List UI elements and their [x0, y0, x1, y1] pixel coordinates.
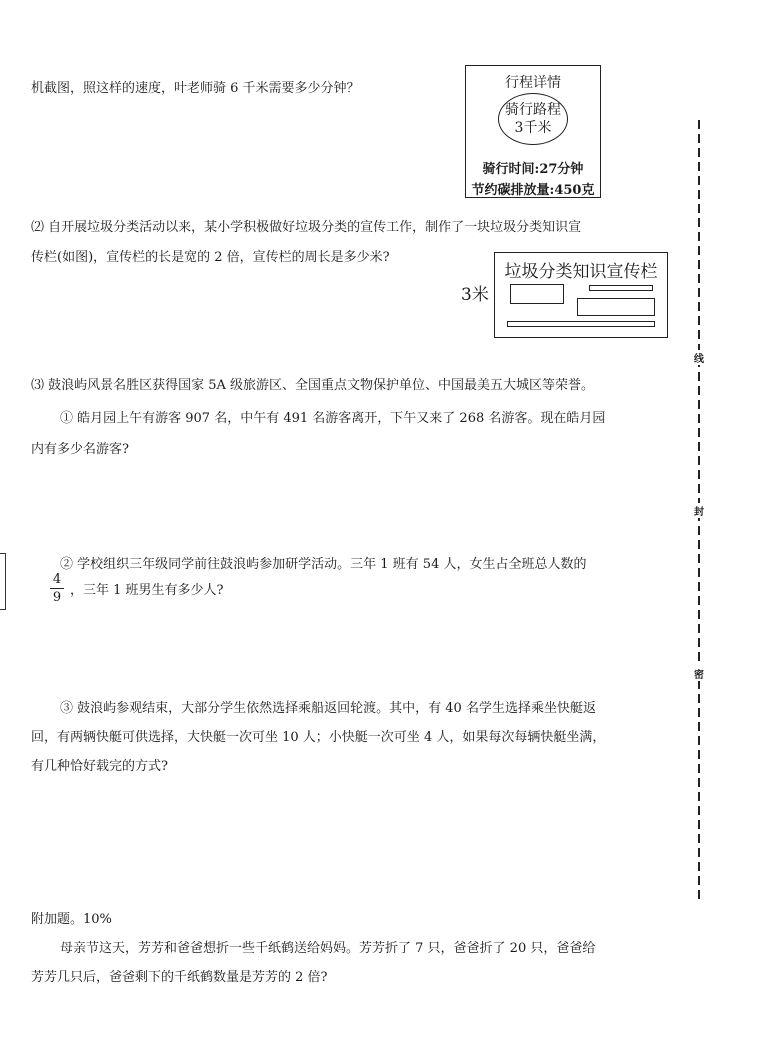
fraction-four-ninths [50, 572, 64, 605]
board-strip-bottom [507, 321, 655, 327]
q3c-text-line2: 回，有两辆快艇可供选择，大快艇一次可坐 10 人；小快艇一次可坐 4 人，如果每次每辆快艇坐满， [31, 730, 606, 745]
board-width-label: 3米 [461, 285, 489, 305]
distance-label: 骑行路程 [505, 102, 561, 118]
trip-details-box [465, 65, 601, 198]
binding-label-feng: 封 [694, 503, 704, 518]
q1-text: 机截图，照这样的速度，叶老师骑 6 千米需要多少分钟？ [31, 81, 360, 96]
distance-value: 3千米 [514, 120, 552, 136]
bonus-text-line1: 母亲节这天，芳芳和爸爸想折一些千纸鹤送给妈妈。芳芳折了 7 只，爸爸折了 20 只，爸爸给 [60, 941, 596, 956]
q2-text-line2: 传栏(如图)，宣传栏的长是宽的 2 倍，宣传栏的周长是多少米? [31, 250, 390, 265]
q3a-text-line2: 内有多少名游客? [31, 442, 129, 457]
left-edge-bracket [0, 553, 6, 610]
bonus-text-line2: 芳芳几只后，爸爸剩下的千纸鹤数量是芳芳的 2 倍? [31, 970, 328, 985]
q3c-text-line3: 有几种恰好载完的方式? [31, 759, 168, 774]
board-panel-left [510, 284, 564, 304]
distance-oval [498, 93, 568, 145]
carbon-saved: 节约碳排放量:450克 [471, 183, 595, 198]
q3a-text-line1: ① 皓月园上午有游客 907 名，中午有 491 名游客离开，下午又来了 268 名游客。现在皓月园 [60, 411, 606, 426]
q3b-text-line2: ，三年 1 班男生有多少人? [70, 583, 224, 598]
q3c-text-line1: ③ 鼓浪屿参观结束，大部分学生依然选择乘船返回轮渡。其中，有 40 名学生选择乘坐快艇返 [60, 701, 596, 716]
binding-label-mi: 密 [694, 666, 704, 681]
board-strip-top [589, 285, 653, 291]
trip-details-title: 行程详情 [505, 75, 561, 91]
bonus-title: 附加题。10% [31, 912, 112, 927]
fraction-numerator: 4 [52, 572, 62, 587]
bulletin-board [494, 252, 668, 338]
fraction-bar [50, 588, 64, 589]
q3b-text-line1: ② 学校组织三年级同学前往鼓浪屿参加研学活动。三年 1 班有 54 人，女生占全班总人数的 [60, 557, 587, 572]
q3-intro: ⑶ 鼓浪屿风景名胜区获得国家 5A 级旅游区、全国重点文物保护单位、中国最美五大城区等荣誉。 [31, 378, 595, 393]
q2-text-line1: ⑵ 自开展垃圾分类活动以来，某小学积极做好垃圾分类的宣传工作，制作了一块垃圾分类知识宣 [31, 220, 582, 235]
binding-label-xian: 线 [694, 350, 704, 365]
ride-time: 骑行时间:27分钟 [482, 162, 584, 177]
board-panel-right [577, 298, 655, 316]
bulletin-board-title: 垃圾分类知识宣传栏 [504, 262, 658, 282]
fraction-denominator: 9 [52, 590, 62, 605]
